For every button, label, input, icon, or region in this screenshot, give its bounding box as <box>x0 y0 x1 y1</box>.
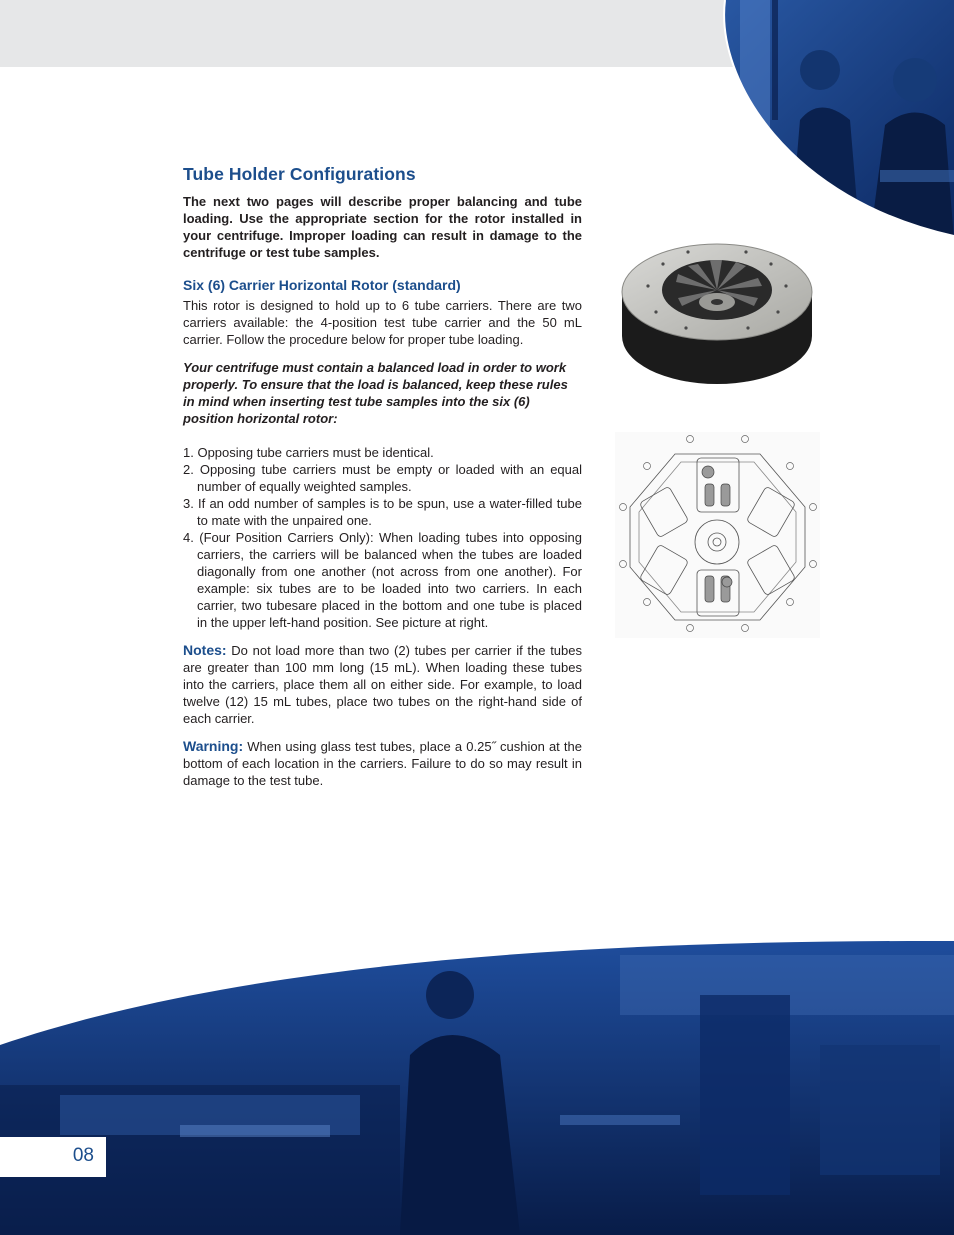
rule-item: 2. Opposing tube carriers must be empty or loaded with an equal number of equally weighted samples. <box>183 462 582 494</box>
warning-text: When using glass test tubes, place a 0.25˝ cushion at the bottom of each location in the carriers. Failure to do so may result in damage to the test tube. <box>183 739 582 788</box>
rule-item: 3. If an odd number of samples is to be spun, use a water-filled tube to mate with the unpaired one. <box>183 496 582 528</box>
rule-item: 1. Opposing tube carriers must be identical. <box>183 445 434 460</box>
footer-workshop-photo <box>0 935 954 1235</box>
section-heading: Six (6) Carrier Horizontal Rotor (standard) <box>183 277 461 293</box>
rotor-photo <box>618 226 816 386</box>
intro-paragraph: The next two pages will describe proper balancing and tube loading. Use the appropriate section for the rotor installed in your centrifuge. Improper loading can result in damage to the centrifuge or test tube samples. <box>183 194 582 260</box>
page-number-tab <box>0 1137 106 1177</box>
rules-intro: Your centrifuge must contain a balanced load in order to work properly. To ensure that the load is balanced, keep these rules in mind when inserting test tube samples into the six (6) position horizontal rotor: <box>183 360 568 426</box>
main-content <box>183 164 582 789</box>
page-number: 08 <box>72 1145 94 1166</box>
rotor-diagram <box>615 432 820 638</box>
warning-label: Warning: <box>183 738 244 754</box>
section-body: This rotor is designed to hold up to 6 tube carriers. There are two carriers available: the 4-position test tube carrier and the 50 mL carrier. Follow the procedure below for proper tube loading. <box>183 298 582 347</box>
notes-paragraph <box>183 642 582 727</box>
rule-item: 4. (Four Position Carriers Only): When loading tubes into opposing carriers, the carriers will be balanced when the tubes are loaded diagonally from one another (not across from one another). For example: six tubes are to be loaded into two carriers. In each carrier, two tubesare placed in the bottom and one tube is placed in the upper left-hand position. See picture at right. <box>183 530 582 630</box>
page-title: Tube Holder Configurations <box>183 164 416 184</box>
notes-label: Notes: <box>183 642 227 658</box>
warning-paragraph <box>183 738 582 789</box>
notes-text: Do not load more than two (2) tubes per carrier if the tubes are greater than 100 mm long (15 mL). When loading these tubes into the carriers, place them all on either side. For example, to load twelve (12) 15 mL tubes, place two tubes on the right-hand side of each carrier. <box>183 643 582 726</box>
rules-list <box>183 444 582 631</box>
